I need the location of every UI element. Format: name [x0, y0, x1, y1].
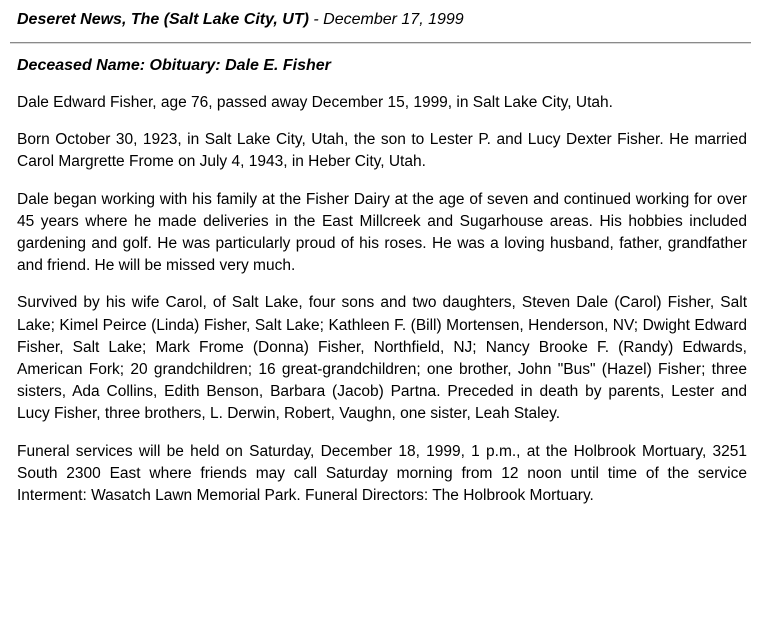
obituary-paragraph-intro: Dale Edward Fisher, age 76, passed away December 15, 1999, in Salt Lake City, Utah.	[17, 94, 613, 111]
publication-date: December 17, 1999	[323, 11, 464, 28]
header-divider	[10, 42, 751, 44]
obituary-paragraph-survivors: Survived by his wife Carol, of Salt Lake, four sons and two daughters, Steven Dale (Carol) Fisher, Salt Lake; Kimel Peirce (Linda) Fisher, Salt Lake; Kathleen F. (Bill) Mortensen, Henderson, NV; Dwight Edward Fisher, Salt Lake; Mark Frome (Donna) Fisher, Northfield, NJ; Nancy Brooke F. (Randy) Edwards, American Fork; 20 grandchildren; 16 great-grandchildren; one brother, John "Bus" (Hazel) Fisher; three sisters, Ada Collins, Edith Benson, Barbara (Jacob) Partna. Preceded in death by parents, Lester and Lucy Fisher, three brothers, L. Derwin, Robert, Vaughn, one sister, Leah Staley.	[17, 294, 747, 423]
publication-name: Deseret News, The (Salt Lake City, UT)	[17, 11, 309, 28]
obituary-paragraph-services: Funeral services will be held on Saturday, December 18, 1999, 1 p.m., at the Holbrook Mortuary, 3251 South 2300 East where friends may call Saturday morning from 12 noon until time of the service Interment: Wasatch Lawn Memorial Park. Funeral Directors: The Holbrook Mortuary.	[17, 442, 747, 505]
publication-header	[17, 10, 747, 30]
header-separator: -	[308, 11, 324, 28]
deceased-name-heading: Deceased Name: Obituary: Dale E. Fisher	[17, 57, 331, 74]
obituary-paragraph-life: Dale began working with his family at the Fisher Dairy at the age of seven and continued working for over 45 years where he made deliveries in the East Millcreek and Sugarhouse areas. His hobbies included gardening and golf. He was particularly proud of his roses. He was a loving husband, father, grandfather and friend. He will be missed very much.	[17, 190, 747, 275]
obituary-paragraph-birth: Born October 30, 1923, in Salt Lake City, Utah, the son to Lester P. and Lucy Dexter Fisher. He married Carol Margrette Frome on July 4, 1943, in Heber City, Utah.	[17, 131, 747, 171]
